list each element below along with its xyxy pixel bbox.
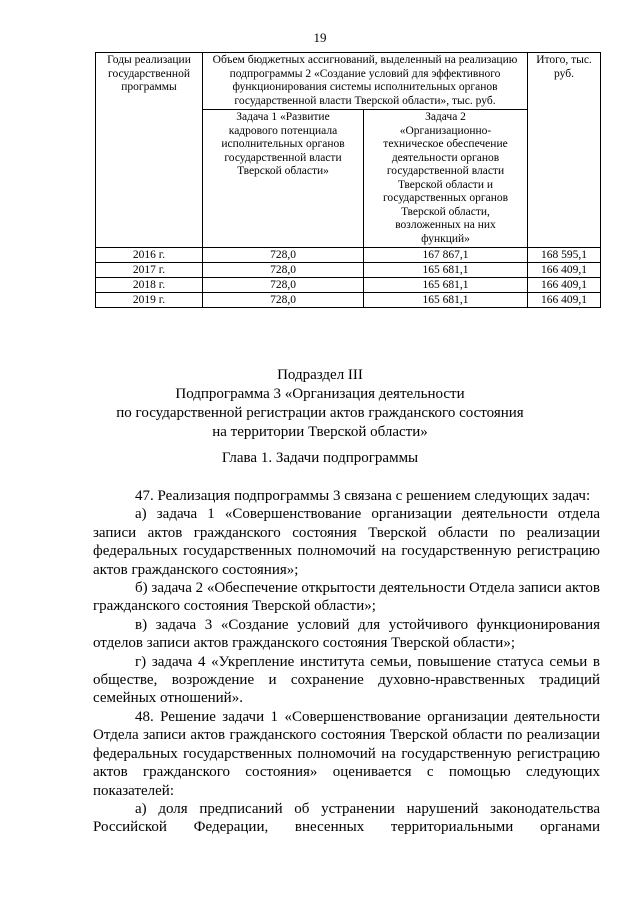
- table-row: [96, 278, 601, 293]
- header-years: Годы реализации государственной программы: [96, 53, 203, 248]
- body-text: [93, 487, 600, 837]
- header-total: Итого, тыс. руб.: [528, 53, 601, 248]
- cell-total: 168 595,1: [528, 248, 601, 263]
- cell-task1: 728,0: [203, 248, 364, 263]
- header-task2: Задача 2 «Организационно-техническое обеспечение деятельности органов государственной власти Тверской области и государственных органов Тверской области, возложенных на них функций»: [364, 110, 528, 248]
- paragraph-47: 47. Реализация подпрограммы 3 связана с решением следующих задач:: [135, 488, 591, 504]
- indicator-a: а) доля предписаний об устранении нарушений законодательства Российской Федерации, внесенных территориальными органами: [93, 800, 600, 836]
- cell-year: 2017 г.: [96, 263, 203, 278]
- header-task1: Задача 1 «Развитие кадрового потенциала исполнительных органов государственной власти Тверской области»: [203, 110, 364, 248]
- cell-task2: 165 681,1: [364, 293, 528, 308]
- table-row: [96, 263, 601, 278]
- task-c: в) задача 3 «Создание условий для устойчивого функционирования отделов записи актов гражданского состояния Тверской области»;: [93, 616, 600, 652]
- cell-year: 2016 г.: [96, 248, 203, 263]
- task-a: а) задача 1 «Совершенствование организации деятельности отдела записи актов гражданского состояния Тверской области по реализации федеральных государственных полномочий на государственную регистрацию актов гражданского состояния»;: [93, 506, 600, 578]
- cell-task1: 728,0: [203, 263, 364, 278]
- paragraph-48: 48. Решение задачи 1 «Совершенствование организации деятельности Отдела записи актов гражданского состояния Тверской области по реализации федеральных государственных полномочий на государственную регистрацию актов гражданского состояния» оценивается с помощью следующих показателей:: [93, 708, 600, 799]
- page-number: 19: [313, 30, 327, 45]
- cell-total: 166 409,1: [528, 263, 601, 278]
- header-volume: Объем бюджетных ассигнований, выделенный на реализацию подпрограммы 2 «Создание условий для эффективного функционирования системы исполнительных органов государственной власти Тверской области», тыс. руб.: [203, 53, 528, 110]
- cell-task2: 165 681,1: [364, 278, 528, 293]
- cell-task2: 167 867,1: [364, 248, 528, 263]
- subsection-line: на территории Тверской области»: [212, 424, 428, 440]
- cell-year: 2018 г.: [96, 278, 203, 293]
- subsection-line: Подраздел III: [277, 367, 363, 383]
- cell-task2: 165 681,1: [364, 263, 528, 278]
- subsection-line: по государственной регистрации актов гражданского состояния: [116, 405, 524, 421]
- chapter-title: Глава 1. Задачи подпрограммы: [221, 450, 419, 466]
- table-row: [96, 293, 601, 308]
- subsection-heading: [0, 366, 640, 442]
- table-row: [96, 248, 601, 263]
- task-d: г) задача 4 «Укрепление института семьи, повышение статуса семьи в обществе, возрождение и сохранение духовно-нравственных традиций семейных отношений».: [93, 653, 600, 707]
- task-b: б) задача 2 «Обеспечение открытости деятельности Отдела записи актов гражданского состояния Тверской области»;: [93, 580, 600, 615]
- cell-total: 166 409,1: [528, 293, 601, 308]
- cell-task1: 728,0: [203, 293, 364, 308]
- cell-total: 166 409,1: [528, 278, 601, 293]
- cell-year: 2019 г.: [96, 293, 203, 308]
- budget-table: [95, 52, 601, 308]
- subsection-line: Подпрограмма 3 «Организация деятельности: [175, 386, 465, 402]
- table-header-row: [96, 53, 601, 110]
- cell-task1: 728,0: [203, 278, 364, 293]
